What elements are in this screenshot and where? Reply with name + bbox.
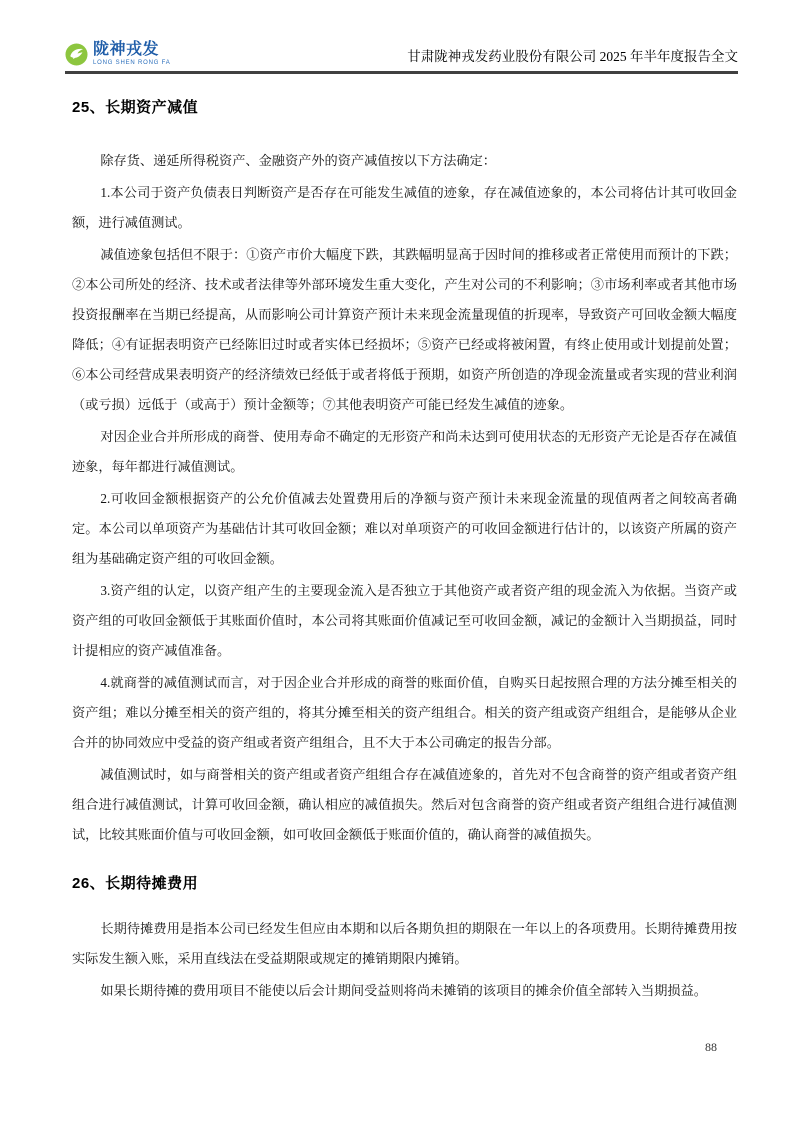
- paragraph: 3.资产组的认定，以资产组产生的主要现金流入是否独立于其他资产或者资产组的现金流入为依据。当资产或资产组的可收回金额低于其账面价值时，本公司将其账面价值减记至可收回金额，减记的金额计入当期损益，同时计提相应的资产减值准备。: [72, 583, 737, 658]
- paragraph: 减值测试时，如与商誉相关的资产组或者资产组组合存在减值迹象的，首先对不包含商誉的资产组或者资产组组合进行减值测试，计算可收回金额，确认相应的减值损失。然后对包含商誉的资产组或者资产组组合进行减值测试，比较其账面价值与可收回金额，如可收回金额低于账面价值的，确认商誉的减值损失。: [72, 767, 737, 842]
- brand-name-en: LONG SHEN RONG FA: [93, 60, 171, 66]
- paragraph: 1.本公司于资产负债表日判断资产是否存在可能发生减值的迹象，存在减值迹象的，本公司将估计其可收回金额，进行减值测试。: [72, 185, 737, 230]
- document-title: 甘肃陇神戎发药业股份有限公司 2025 年半年度报告全文: [407, 49, 738, 64]
- section-heading-26: 26、长期待摊费用: [72, 875, 199, 892]
- page-number: 88: [705, 1040, 717, 1054]
- paragraph: 4.就商誉的减值测试而言，对于因企业合并形成的商誉的账面价值，自购买日起按照合理的方法分摊至相关的资产组；难以分摊至相关的资产组的，将其分摊至相关的资产组组合。相关的资产组或资产组组合，是能够从企业合并的协同效应中受益的资产组或者资产组组合，且不大于本公司确定的报告分部。: [72, 675, 737, 750]
- section-heading-25: 25、长期资产减值: [72, 99, 199, 116]
- company-logo: [65, 42, 171, 66]
- paragraph: 对因企业合并所形成的商誉、使用寿命不确定的无形资产和尚未达到可使用状态的无形资产无论是否存在减值迹象，每年都进行减值测试。: [72, 429, 737, 474]
- page-header: [65, 0, 738, 74]
- paragraph: 长期待摊费用是指本公司已经发生但应由本期和以后各期负担的期限在一年以上的各项费用。长期待摊费用按实际发生额入账，采用直线法在受益期限或规定的摊销期限内摊销。: [72, 921, 737, 966]
- paragraph: 如果长期待摊的费用项目不能使以后会计期间受益则将尚未摊销的该项目的摊余价值全部转入当期损益。: [100, 983, 707, 998]
- paragraph: 减值迹象包括但不限于：①资产市价大幅度下跌，其跌幅明显高于因时间的推移或者正常使用而预计的下跌；②本公司所处的经济、技术或者法律等外部环境发生重大变化，产生对公司的不利影响；③市场利率或者其他市场投资报酬率在当期已经提高，从而影响公司计算资产预计未来现金流量现值的折现率，导致资产可回收金额大幅度降低；④有证据表明资产已经陈旧过时或者实体已经损坏；⑤资产已经或将被闲置，有终止使用或计划提前处置；⑥本公司经营成果表明资产的经济绩效已经低于或者将低于预期，如资产所创造的净现金流量或者实现的营业利润（或亏损）远低于（或高于）预计金额等；⑦其他表明资产可能已经发生减值的迹象。: [72, 247, 737, 412]
- paragraph: 2.可收回金额根据资产的公允价值减去处置费用后的净额与资产预计未来现金流量的现值两者之间较高者确定。本公司以单项资产为基础估计其可收回金额；难以对单项资产的可收回金额进行估计的，以该资产所属的资产组为基础确定资产组的可收回金额。: [72, 491, 737, 566]
- company-logo-text: [93, 42, 171, 66]
- company-logo-icon: [65, 43, 88, 66]
- paragraph: 除存货、递延所得税资产、金融资产外的资产减值按以下方法确定：: [100, 153, 496, 168]
- brand-name-cn: 陇神戎发: [93, 41, 160, 58]
- document-body: [72, 98, 737, 1006]
